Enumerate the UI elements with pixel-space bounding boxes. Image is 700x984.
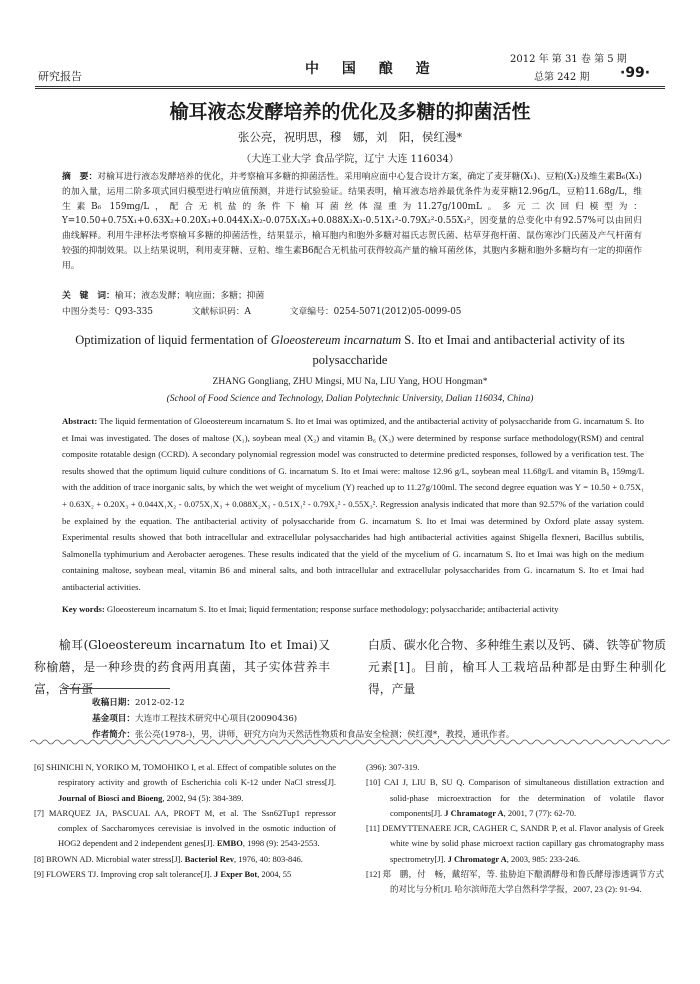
cn-affiliation: （大连工业大学 食品学院，辽宁 大连 116034） (241, 154, 459, 165)
body-text-left: 榆耳(Gloeostereum incarnatum Ito et Imai)又称榆蘑，是一种珍贵的药食两用真菌，其子实体营养丰富，含有蛋 (34, 638, 330, 696)
reference-item: [9] FLOWERS TJ. Improving crop salt tolerance[J]. J Exper Bot, 2004, 55 (34, 869, 292, 880)
en-keywords-text: Gloeostereum incarnatum S. Ito et Imai; liquid fermentation; response surface methodology; polysaccharide; antibacterial activity (106, 604, 559, 614)
fund-label: 基金项目： (92, 714, 135, 724)
cn-abstract-label: 摘 要： (62, 172, 98, 182)
author-bio-label: 作者简介： (92, 730, 135, 740)
section-label: 研究报告 (38, 70, 82, 83)
cn-abstract (62, 170, 642, 274)
reference-item: [12] 郑 鹏，付 畅，戴绍军，等. 盐胁迫下酿酒酵母和鲁氏酵母渗透调节方式的对比与分析[J]. 哈尔滨师范大学自然科学学报，2007, 23 (2): 91-94. (366, 869, 664, 895)
fund-text: 大连市工程技术研究中心项目(20090436) (134, 714, 298, 724)
en-keywords (62, 604, 644, 614)
references-right (366, 760, 664, 898)
document-code: 文献标识码：A (191, 307, 251, 317)
footnote-received (92, 696, 185, 708)
reference-item: [7] MARQUEZ JA, PASCUAL AA, PROFT M, et al. The Ssn62Tup1 repressor complex of Saccharomyces cerevisiae is involved in the osmotic induction of HOG2 dependent and 2 independent genes[J]. EMBO, 1998 (9): 2543-2553. (34, 807, 337, 849)
en-abstract-label: Abstract: (62, 416, 98, 426)
author-bio-text: 张公亮(1978-)，男，讲师，研究方向为天然活性物质和食品安全检测；侯红漫*，教授，通讯作者。 (134, 730, 515, 740)
footnote-rule (62, 688, 170, 689)
reference-item: [11] DEMYTTENAERE JCR, CAGHER C, SANDR P, et al. Flavor analysis of Greek white wine by solid phase microext raction capillary gas chromatography mass spectrometry[J]. J Chromatogr A, 2003, 985: 233-246. (366, 823, 665, 864)
header-rule-thin (35, 88, 665, 89)
reference-item: (396): 307-319. (366, 762, 420, 772)
references-left (34, 760, 336, 882)
issue-info: 2012 年 第 31 卷 第 5 期 (510, 54, 627, 65)
reference-item: [6] SHINICHI N, YORIKO M, TOMOHIKO I, et al. Effect of compatible solutes on the respiratory activity and growth of Escherichia coli K-12 under NaCl stress[J]. Journal of Biosci and Bioeng, 2002, 94 (5): 384-389. (34, 762, 336, 803)
cn-keywords (62, 288, 642, 301)
reference-item: [10] CAI J, LIU B, SU Q. Comparison of simultaneous distillation extraction and solid-phase microextraction for the determination of volatile flavor components[J]. J Chramatogr A, 2001, 7 (77): 62-70. (366, 777, 665, 818)
cn-title: 榆耳液态发酵培养的优化及多糖的抑菌活性 (169, 101, 531, 123)
en-title (40, 330, 660, 370)
footnote-fund (92, 712, 297, 724)
cn-abstract-text: 对榆耳进行液态发酵培养的优化，并考察榆耳多糖的抑菌活性。采用响应面中心复合设计方案，确定了麦芽糖(X₁)、豆粕(X₂)及维生素B₆(X₃)的加入量，运用二阶多项式回归模型进行响应值预测，并进行试验验证。结果表明，榆耳液态培养最优条件为麦芽糖12.96g/L，豆粕11.68g/L，维生素B₆ 159mg/L，配合无机盐的条件下榆耳菌丝体湿重为11.27g/100mL。多元二次回归模型为：Y=10.50+0.75X₁+0.63X₂+0.20X₃+0.044X₁X₂-0.075X₁X₃+0.088X₂X₃-0.51X₁²-0.79X₂²-0.55X₃²，因变量的总变化中有92.57%可以由回归曲线解释。利用牛津杯法考察榆耳多糖的抑菌活性，结果显示，榆耳胞内和胞外多糖对福氏志贺氏菌、枯草芽孢杆菌、鼠伤寒沙门氏菌及产气杆菌有较强的抑制效果。以上结果说明，利用麦芽糖、豆粕、维生素B6配合无机盐可获得较高产量的榆耳菌丝体，其胞内多糖和胞外多糖均有一定的抑菌作用。 (62, 172, 642, 271)
cn-keywords-text: 榆耳；液态发酵；响应面；多糖；抑菌 (114, 291, 265, 301)
received-date: 2012-02-12 (134, 698, 185, 708)
page-break-wave (30, 737, 670, 747)
journal-name: 中 国 酿 造 (305, 61, 439, 77)
en-abstract-text: The liquid fermentation of Gloeostereum incarnatum S. Ito et Imai was optimized, and the antibacterial activity of polysaccharide from G. incarnatum S. Ito et Imai was investigated. The doses of maltose (X₁), soybean meal (X₂) and vitamin B₆ (X₃) were determined by response surface methodology(RSM) and central composite rotatable design (CCRD). A secondary polynomial regression model was constructed to determine predicted responses, followed by a verification test. The results showed that the optimum liquid culture conditions of G. incarnatum S. Ito et Imai were: maltose 12.96 g/L, soybean meal 11.68g/L and vitamin B₆ 159mg/L with the addition of trace inorganic salts, by which the wet weight of mycelium (Y) reached up to 11.27g/100ml. The second degree equation was Y = 10.50 + 0.75X₁ + 0.63X₂ + 0.20X₃ + 0.044X₁X₂ - 0.075X₁X₃ + 0.088X₂X₃ - 0.51X₁² - 0.79X₂² - 0.55X₃². Regression analysis indicated that more than 92.57% of the variation could be explained by the equation. The antibacterial activity of polysaccharide from G. incarnatum S. Ito et Imai was determined by Oxford plate assay system. Experimental results showed that both intracellular and extracellular polysaccharides had high antibacterial activities against Shigella flexneri, Bacillus subtilis, Salmonella typhimurium and Aerobacter aerogenes. These results indicated that the yield of the mycelium of G. incarnatum S. Ito et Imai was high on the medium containing maltose, soybean meal, vitamin B6 and mineral salts, and both intracellular and extracellular polysaccharides from G. incarnatum S. Ito et Imai had antibacterial activities. (62, 416, 645, 592)
reference-item: [8] BROWN AD. Microbial water stress[J]. Bacteriol Rev, 1976, 40: 803-846. (34, 853, 303, 864)
article-number: 文章编号：0254-5071(2012)05-0099-05 (289, 307, 462, 317)
header-rule (35, 86, 665, 87)
page-number: ·99· (620, 65, 651, 81)
classification-line (62, 304, 497, 317)
en-title-part2: S. Ito et Imai and antibacterial activity of its polysaccharide (312, 333, 625, 367)
en-abstract (62, 413, 644, 596)
total-issue: 总第 242 期 (534, 72, 590, 83)
received-label: 收稿日期： (92, 698, 135, 708)
clc-number: 中图分类号：Q93-335 (62, 307, 153, 317)
en-title-species: Gloeostereum incarnatum (270, 333, 402, 347)
en-authors: ZHANG Gongliang, ZHU Mingsi, MU Na, LIU Yang, HOU Hongman* (212, 377, 488, 387)
en-affiliation: (School of Food Science and Technology, Dalian Polytechnic University, Dalian 116034, China) (166, 394, 534, 404)
en-title-part1: Optimization of liquid fermentation of (75, 333, 271, 347)
cn-authors: 张公亮，祝明思，穆 娜，刘 阳，侯红漫* (237, 130, 463, 144)
cn-keywords-label: 关 键 词： (62, 291, 115, 301)
body-text-right: 白质、碳水化合物、多种维生素以及钙、磷、铁等矿物质元素[1]。目前，榆耳人工栽培品种都是由野生种驯化得，产量 (368, 638, 666, 696)
en-keywords-label: Key words: (62, 604, 105, 614)
